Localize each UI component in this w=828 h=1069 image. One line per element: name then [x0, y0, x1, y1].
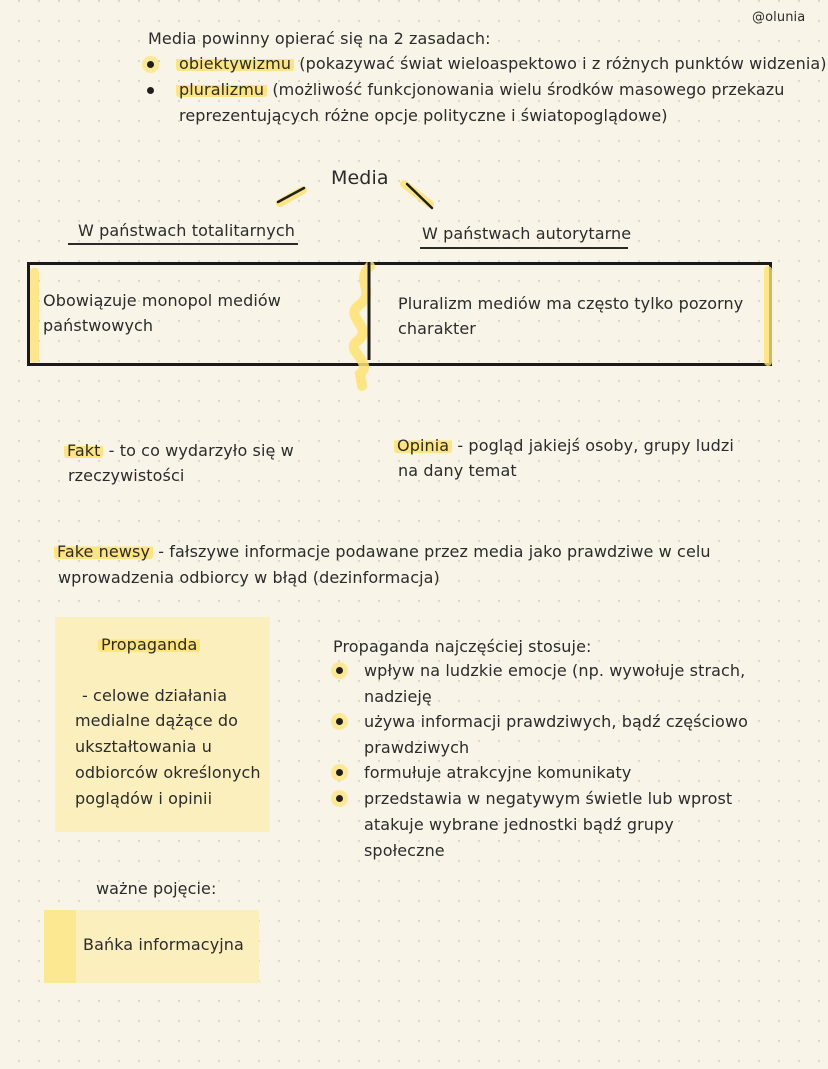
intro-point-pluralism	[176, 77, 785, 103]
propaganda-card-line: ukształtowania u	[75, 737, 212, 756]
left-header-underline	[68, 243, 298, 245]
author-tag: @olunia	[752, 10, 806, 25]
propaganda-item-line: przedstawia w negatywym świetle lub wprost	[364, 789, 733, 808]
right-box-line1: Pluralizm mediów ma często tylko pozorny	[398, 294, 744, 313]
propaganda-list-heading: Propaganda najczęściej stosuje:	[333, 637, 592, 656]
propaganda-item-line: społeczne	[364, 841, 445, 860]
divider-squiggle-icon	[340, 262, 390, 392]
bullet-icon	[336, 667, 343, 674]
bullet-icon	[336, 718, 343, 725]
term-opinia: Opinia	[394, 436, 452, 455]
left-box-line1: Obowiązuje monopol mediów	[43, 291, 281, 310]
fakt-desc-line2: rzeczywistości	[68, 466, 185, 485]
pluralism-desc: (możliwość funkcjonowania wielu środków masowego przekazu	[267, 80, 785, 99]
propaganda-card-line: poglądów i opinii	[75, 789, 213, 808]
propaganda-item-line: nadzieję	[364, 687, 432, 706]
bullet-icon	[336, 769, 343, 776]
fake-news-desc-line2: wprowadzenia odbiorcy w błąd (dezinformacja)	[58, 568, 440, 587]
propaganda-card-line: odbiorców określonych	[75, 763, 261, 782]
objectivism-desc: (pokazywać świat wieloaspektowo i z różnych punktów widzenia)	[294, 54, 827, 73]
bullet-icon	[147, 61, 154, 68]
term-objectivism: obiektywizmu	[176, 54, 294, 73]
branch-lines-icon	[270, 176, 440, 216]
propaganda-item-line: wpływ na ludzkie emocje (np. wywołuje strach,	[364, 661, 746, 680]
concept-term: Bańka informacyjna	[83, 935, 244, 954]
pluralism-desc-line2: reprezentujących różne opcje polityczne i światopoglądowe)	[179, 106, 668, 125]
fakt-definition	[64, 438, 294, 464]
propaganda-item-line: atakuje wybrane jednostki bądź grupy	[364, 815, 674, 834]
propaganda-item-line: formułuje atrakcyjne komunikaty	[364, 763, 632, 782]
propaganda-item-line: używa informacji prawdziwych, bądź częściowo	[364, 712, 749, 731]
media-title: Media	[331, 167, 389, 189]
box-left-highlight	[30, 268, 39, 363]
term-fake-news: Fake newsy	[54, 542, 153, 561]
bullet-icon	[336, 795, 343, 802]
right-branch-header: W państwach autorytarne	[422, 224, 632, 243]
left-box-line2: państwowych	[43, 316, 154, 335]
concept-label: ważne pojęcie:	[96, 879, 217, 898]
term-pluralism: pluralizmu	[176, 80, 267, 99]
concept-card-highlight	[44, 910, 76, 983]
opinia-desc: - pogląd jakiejś osoby, grupy ludzi	[452, 436, 734, 455]
fake-news-desc: - fałszywe informacje podawane przez media jako prawdziwe w celu	[153, 542, 711, 561]
box-right-highlight	[764, 266, 772, 366]
opinia-definition	[394, 433, 734, 459]
intro-heading: Media powinny opierać się na 2 zasadach:	[148, 29, 491, 48]
term-fakt: Fakt	[64, 441, 103, 460]
intro-point-objectivism	[176, 51, 827, 77]
fakt-desc: - to co wydarzyło się w	[103, 441, 294, 460]
left-branch-header: W państwach totalitarnych	[78, 221, 295, 240]
right-header-underline	[420, 247, 628, 249]
opinia-desc-line2: na dany temat	[398, 461, 517, 480]
propaganda-card-line: - celowe działania	[82, 686, 228, 705]
bullet-icon	[147, 87, 154, 94]
propaganda-item-line: prawdziwych	[364, 738, 470, 757]
right-box-line2: charakter	[398, 319, 476, 338]
fake-news-definition	[54, 539, 711, 565]
propaganda-card-title: Propaganda	[98, 632, 200, 658]
propaganda-card-line: medialne dążące do	[75, 711, 238, 730]
